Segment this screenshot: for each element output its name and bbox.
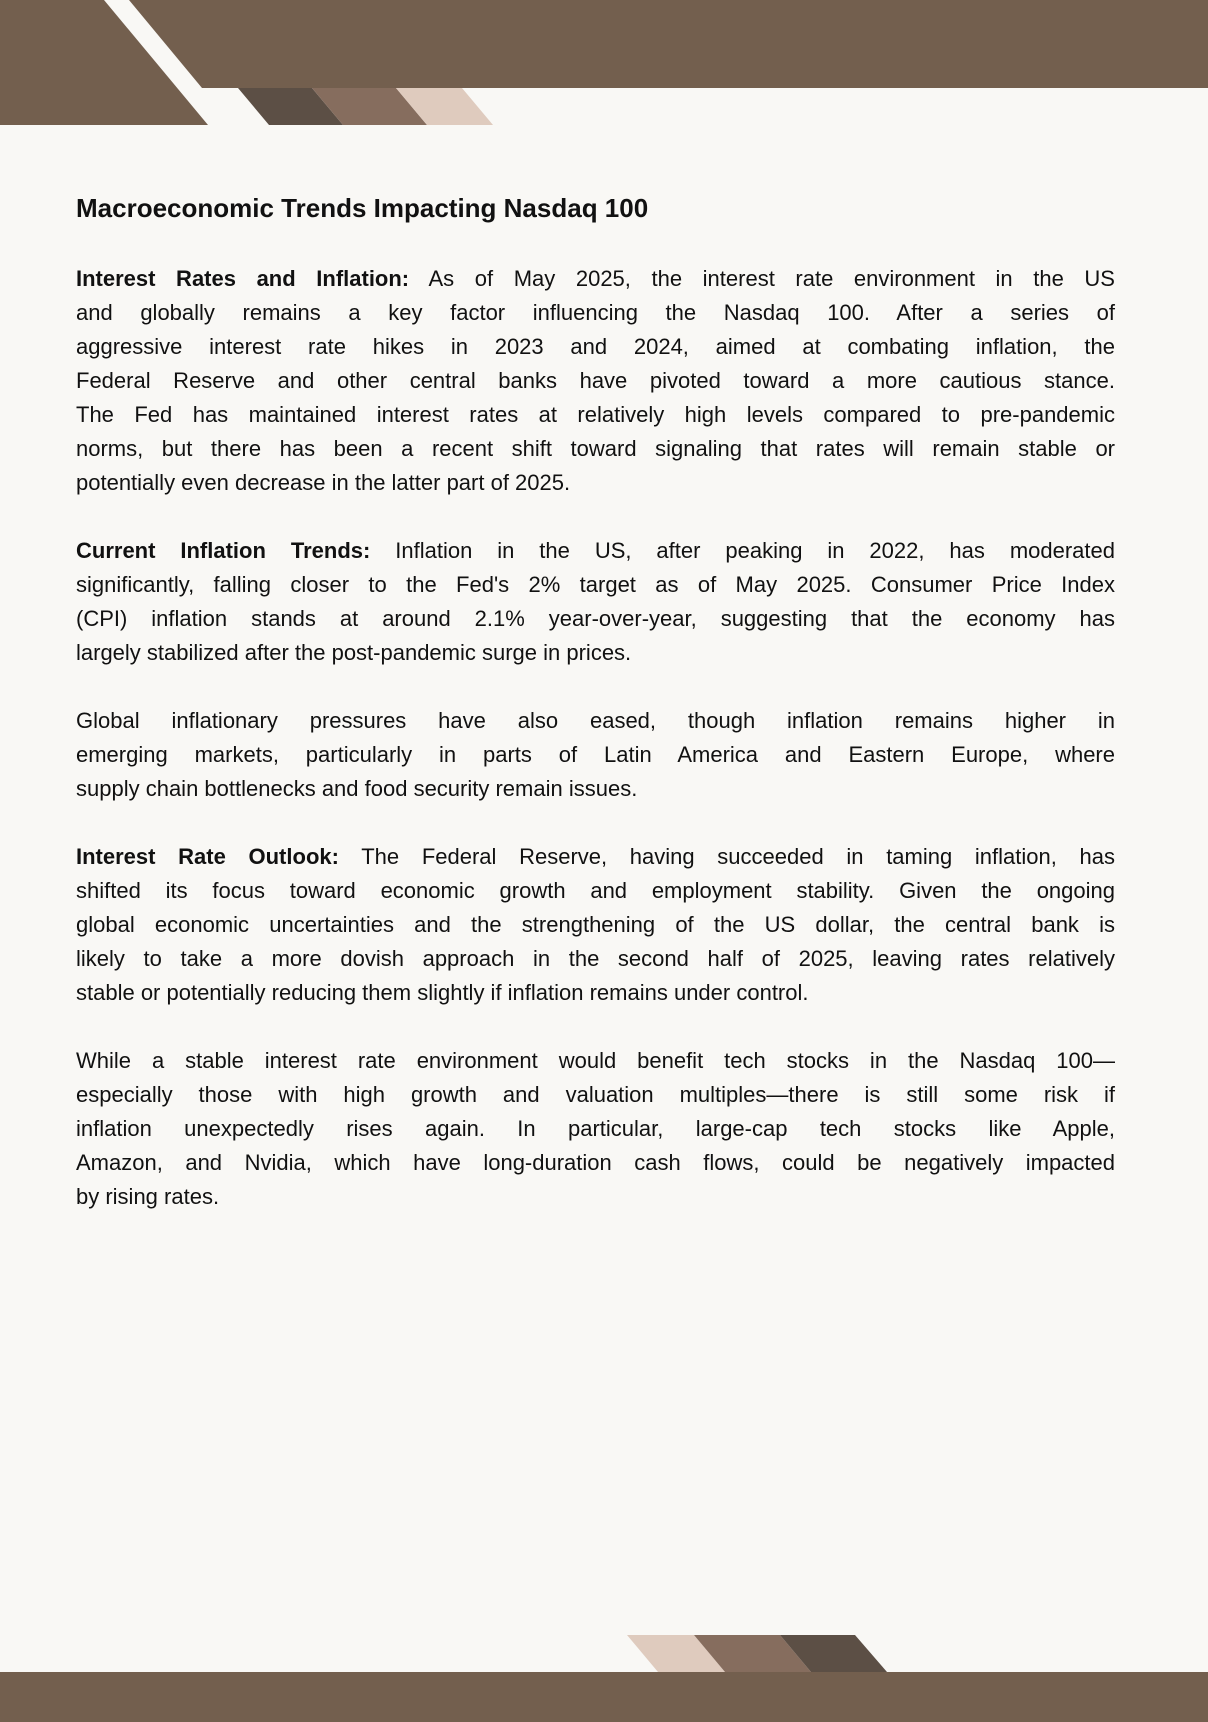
document-content xyxy=(76,190,1115,1248)
text-line xyxy=(76,738,1115,772)
line-text: significantly, falling closer to the Fed's 2% target as of May 2025. Consumer Price Index xyxy=(76,572,1115,597)
line-text: Amazon, and Nvidia, which have long-duration cash flows, could be negatively impacted xyxy=(76,1150,1115,1175)
text-line xyxy=(76,1044,1115,1078)
text-line xyxy=(76,1146,1115,1180)
text-line xyxy=(76,942,1115,976)
text-line xyxy=(76,704,1115,738)
line-text: likely to take a more dovish approach in the second half of 2025, leaving rates relatively xyxy=(76,946,1115,971)
line-text: by rising rates. xyxy=(76,1184,220,1209)
line-text: As of May 2025, the interest rate environment in the US xyxy=(409,266,1115,291)
paragraph-lead: Interest Rates and Inflation: xyxy=(76,266,410,291)
paragraph xyxy=(76,840,1115,1010)
line-text: Federal Reserve and other central banks have pivoted toward a more cautious stance. xyxy=(76,368,1115,393)
line-text: largely stabilized after the post-pandemic surge in prices. xyxy=(76,640,632,665)
text-line xyxy=(76,1078,1115,1112)
line-text: emerging markets, particularly in parts of Latin America and Eastern Europe, where xyxy=(76,742,1115,767)
paragraph-lead: Interest Rate Outlook: xyxy=(76,844,339,869)
paragraph xyxy=(76,1044,1115,1214)
paragraph xyxy=(76,534,1115,670)
line-text: potentially even decrease in the latter part of 2025. xyxy=(76,470,571,495)
footer-band xyxy=(0,1672,1208,1722)
line-text: and globally remains a key factor influencing the Nasdaq 100. After a series of xyxy=(76,300,1115,325)
document-body xyxy=(76,262,1115,1214)
text-line xyxy=(76,534,1115,568)
line-text: Global inflationary pressures have also eased, though inflation remains higher in xyxy=(76,708,1115,733)
text-line xyxy=(76,262,1115,296)
text-line xyxy=(76,432,1115,466)
page-title: Macroeconomic Trends Impacting Nasdaq 100 xyxy=(76,193,649,223)
line-text: Inflation in the US, after peaking in 2022, has moderated xyxy=(370,538,1115,563)
text-line xyxy=(76,364,1115,398)
line-text: stable or potentially reducing them slightly if inflation remains under control. xyxy=(76,980,809,1005)
text-line xyxy=(76,772,1115,806)
text-line xyxy=(76,636,1115,670)
paragraph xyxy=(76,704,1115,806)
text-line xyxy=(76,466,1115,500)
text-line xyxy=(76,296,1115,330)
line-text: aggressive interest rate hikes in 2023 and 2024, aimed at combating inflation, the xyxy=(76,334,1115,359)
line-text: While a stable interest rate environment would benefit tech stocks in the Nasdaq 100— xyxy=(76,1048,1115,1073)
line-text: supply chain bottlenecks and food security remain issues. xyxy=(76,776,638,801)
line-text: (CPI) inflation stands at around 2.1% year-over-year, suggesting that the economy has xyxy=(76,606,1115,631)
text-line xyxy=(76,908,1115,942)
text-line xyxy=(76,330,1115,364)
text-line xyxy=(76,1180,1115,1214)
text-line xyxy=(76,976,1115,1010)
line-text: global economic uncertainties and the strengthening of the US dollar, the central bank is xyxy=(76,912,1115,937)
text-line xyxy=(76,602,1115,636)
text-line xyxy=(76,1112,1115,1146)
line-text: especially those with high growth and valuation multiples—there is still some risk if xyxy=(76,1082,1115,1107)
line-text: inflation unexpectedly rises again. In particular, large-cap tech stocks like Apple, xyxy=(76,1116,1115,1141)
line-text: norms, but there has been a recent shift toward signaling that rates will remain stable or xyxy=(76,436,1115,461)
paragraph xyxy=(76,262,1115,500)
line-text: The Fed has maintained interest rates at relatively high levels compared to pre-pandemic xyxy=(76,402,1115,427)
paragraph-lead: Current Inflation Trends: xyxy=(76,538,371,563)
header-band xyxy=(129,0,1208,88)
text-line xyxy=(76,398,1115,432)
text-line xyxy=(76,568,1115,602)
text-line xyxy=(76,874,1115,908)
line-text: The Federal Reserve, having succeeded in taming inflation, has xyxy=(338,844,1115,869)
text-line xyxy=(76,840,1115,874)
line-text: shifted its focus toward economic growth and employment stability. Given the ongoing xyxy=(76,878,1115,903)
